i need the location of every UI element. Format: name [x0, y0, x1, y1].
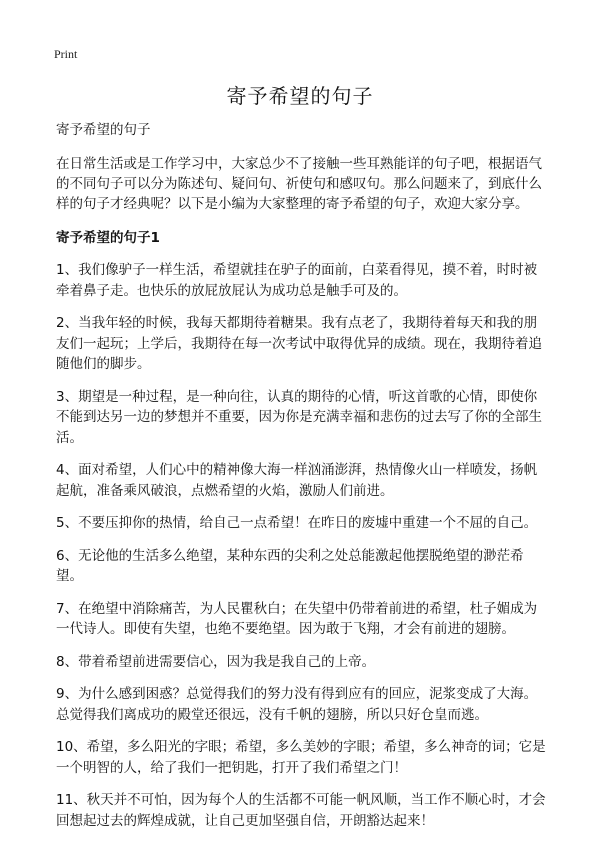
list-item: 7、在绝望中消除痛苦，为人民瞿秋白；在失望中仍带着前进的希望，杜子媚成为一代诗人。即使有失望，也绝不要绝望。因为敢于飞翔，才会有前进的翅膀。 [56, 600, 538, 637]
article-subtitle: 寄予希望的句子 [56, 122, 151, 138]
list-item: 4、面对希望，人们心中的精神像大海一样汹涌澎湃，热情像火山一样喷发，扬帆起航，准备乘风破浪，点燃希望的火焰，激励人们前进。 [56, 462, 538, 499]
list-item: 5、不要压抑你的热情，给自己一点希望！在昨日的废墟中重建一个不屈的自己。 [56, 515, 538, 531]
list-item: 8、带着希望前进需要信心，因为我是我自己的上帝。 [56, 653, 376, 670]
list-item: 2、当我年轻的时候，我每天都期待着糖果。我有点老了，我期待着每天和我的朋友们一起玩；上学后，我期待在每一次考试中取得优异的成绩。现在，我期待着追随他们的脚步。 [56, 315, 542, 372]
list-item: 11、秋天并不可怕，因为每个人的生活都不可能一帆风顺，当工作不顺心时，才会回想起过去的辉煌成就，让自己更加坚强自信，开朗豁达起来！ [56, 792, 546, 829]
page-title: 寄予希望的句子 [226, 84, 374, 108]
list-item: 9、为什么感到困惑？总觉得我们的努力没有得到应有的回应，泥浆变成了大海。总觉得我们离成功的殿堂还很远，没有千帆的翅膀，所以只好仓皇而逃。 [56, 686, 538, 723]
list-item: 10、希望，多么阳光的字眼；希望，多么美妙的字眼；希望，多么神奇的词；它是一个明智的人，给了我们一把钥匙，打开了我们希望之门！ [56, 739, 546, 776]
section-heading: 寄予希望的句子1 [56, 230, 160, 246]
print-link[interactable]: Print [54, 47, 78, 61]
article-body [56, 120, 548, 843]
list-item: 6、无论他的生活多么绝望，某种东西的尖利之处总能激起他摆脱绝望的渺茫希望。 [56, 547, 524, 584]
list-item: 1、我们像驴子一样生活，希望就挂在驴子的面前，白菜看得见，摸不着，时时被牵着鼻子走。也快乐的放屁放屁认为成功总是触手可及的。 [56, 262, 538, 299]
list-item: 3、期望是一种过程，是一种向往，认真的期待的心情，听这首歌的心情，即使你不能到达另一边的梦想并不重要，因为你是充满幸福和悲伤的过去写了你的全部生活。 [56, 388, 542, 446]
intro-paragraph: 在日常生活或是工作学习中，大家总少不了接触一些耳熟能详的句子吧，根据语气的不同句子可以分为陈述句、疑问句、祈使句和感叹句。那么问题来了，到底什么样的句子才经典呢？以下是小编为大家整理的寄予希望的句子，欢迎大家分享。 [56, 156, 542, 212]
